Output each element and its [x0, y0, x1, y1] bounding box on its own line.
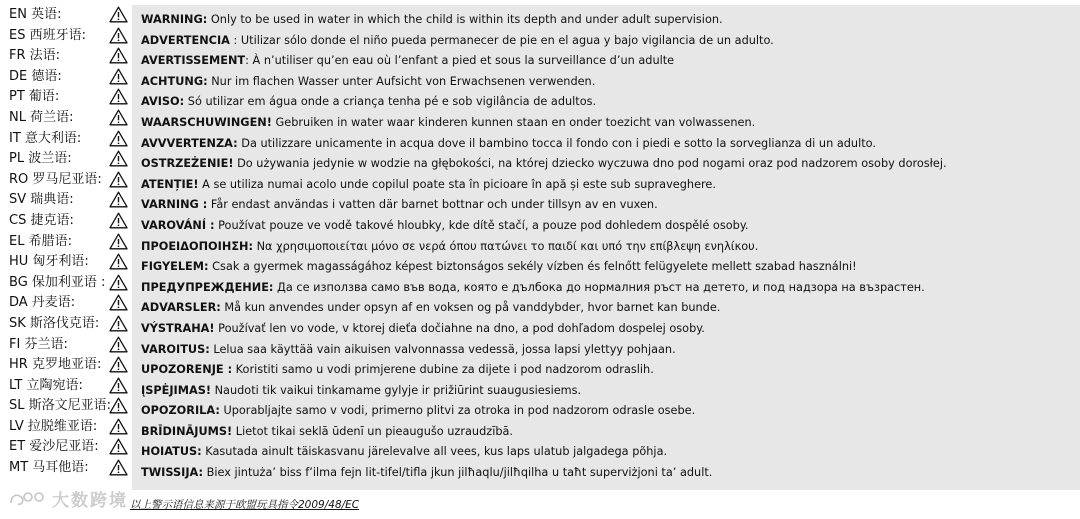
language-row [0, 335, 135, 356]
warning-triangle-icon [109, 459, 128, 476]
warning-row [141, 422, 1076, 443]
warning-row [141, 31, 1076, 52]
language-row [0, 46, 135, 67]
warning-text: Uporabljajte samo v vodi, primerno plitvi za otroka in pod nadzorom odrasle osebe. [219, 404, 696, 418]
warning-text: Naudoti tik vaikui tinkamame gylyje ir prižiūrint suaugusiesiems. [211, 383, 582, 397]
warning-triangle-icon [109, 68, 128, 85]
warning-heading: WAARSCHUWINGEN! [141, 115, 272, 129]
language-label: EN 英语: [9, 7, 62, 22]
warning-triangle-icon [109, 356, 128, 373]
language-label: SK 斯洛伐克语: [9, 315, 100, 331]
language-row [0, 396, 135, 417]
warning-text: Používať len vo vode, v ktorej dieťa dočiahne na dno, a pod dohľadom dospelej osoby. [214, 321, 705, 335]
warning-heading: TWISSIJA: [141, 466, 204, 480]
warning-text: A se utiliza numai acolo unde copilul poate sta în picioare în apă și este sub supraveghere. [198, 177, 716, 191]
language-label: FI 芬兰语: [9, 336, 68, 352]
warning-triangle-icon [109, 191, 128, 208]
language-label: LT 立陶宛语: [9, 377, 83, 393]
warning-heading: OPOZORILA: [141, 404, 220, 418]
warning-text: Да се използва само във вода, която е дълбока до нормалния ръст на детето, и под надзора на възрастен. [273, 280, 925, 294]
warning-triangle-icon [109, 233, 128, 250]
warning-heading: VÝSTRAHA! [141, 321, 215, 335]
warning-text: : Utilizar sólo donde el niño pueda permanecer de pie en el agua y bajo vigilancia de un adulto. [229, 33, 774, 47]
warning-text: Csak a gyermek magasságához képest biztonságos sekély vízben és felnőtt felügyelete mellett szabad használni! [208, 260, 857, 274]
warning-text: : À n’utiliser qu’en eau où l’enfant a pied et sous la surveillance d’un adulte [245, 54, 675, 68]
warning-triangle-icon [109, 171, 128, 188]
language-row [0, 26, 135, 47]
language-row [0, 67, 135, 88]
warning-triangle-icon [109, 150, 128, 167]
footer [0, 489, 420, 519]
warning-text: Gebruiken in water waar kinderen kunnen staan en onder toezicht van volwassenen. [271, 115, 756, 129]
language-label: HR 克罗地亚语: [9, 357, 102, 373]
warning-row [141, 51, 1076, 72]
warning-heading: ĮSPĖJIMAS! [141, 383, 212, 397]
warning-heading: OSTRZEŻENIE! [141, 157, 234, 171]
warning-row [141, 442, 1076, 463]
language-row [0, 87, 135, 108]
language-row [0, 129, 135, 150]
warning-triangle-icon [109, 212, 128, 229]
language-label-column [0, 5, 135, 479]
language-label: SV 瑞典语: [9, 192, 74, 208]
language-label: MT 马耳他语: [9, 460, 89, 476]
language-row [0, 252, 135, 273]
warning-triangle-icon [109, 315, 128, 332]
warning-text: Only to be used in water in which the child is within its depth and under adult supervision. [207, 13, 723, 26]
warning-text: Kasutada ainult täiskasvanu järelevalve all vees, kus laps ulatub jalgadega põhja. [201, 445, 668, 459]
warning-row [141, 134, 1076, 155]
language-row [0, 437, 135, 458]
warning-row [141, 175, 1076, 196]
language-row [0, 232, 135, 253]
language-row [0, 376, 135, 397]
warning-text: Da utilizzare unicamente in acqua dove il bambino tocca il fondo con i piedi e sotto la sorveglianza di un adulto. [237, 136, 876, 150]
language-label: ET 爱沙尼亚语: [9, 439, 99, 455]
warning-heading: VAROITUS: [141, 342, 210, 356]
warning-text: Lietot tikai seklā ūdenī un pieaugušo uzraudzībā. [232, 424, 514, 438]
warning-heading: ПРЕДУПРЕЖДЕНИЕ: [141, 280, 274, 294]
warning-heading: ΠΡΟΕΙΔΟΠΟΙΗΣΗ: [141, 239, 254, 253]
warning-triangle-icon [109, 6, 128, 23]
language-row [0, 211, 135, 232]
watermark-text: 大数跨境 [52, 491, 128, 511]
warning-text: Só utilizar em água onde a criança tenha pé e sob vigilância de adultos. [184, 95, 597, 109]
warning-heading: AVVVERTENZA: [141, 136, 238, 150]
language-label: RO 罗马尼亚语: [9, 171, 102, 187]
watermark-logo-icon [8, 489, 48, 509]
warning-heading: ADVARSLER: [141, 301, 221, 315]
language-row [0, 190, 135, 211]
warning-triangle-icon [109, 130, 128, 147]
warning-row [141, 92, 1076, 113]
warning-row [141, 113, 1076, 134]
language-label: NL 荷兰语: [9, 109, 74, 125]
warning-triangle-icon [109, 397, 128, 414]
warning-row [141, 72, 1076, 93]
warning-triangle-icon [109, 336, 128, 353]
warning-row [141, 298, 1076, 319]
language-row [0, 355, 135, 376]
language-label: EL 希腊语: [9, 233, 72, 249]
warning-triangle-icon [109, 109, 128, 126]
warning-row [141, 401, 1076, 422]
warning-triangle-icon [109, 27, 128, 44]
language-label: FR 法语: [9, 48, 61, 64]
language-label: HU 匈牙利语: [9, 254, 89, 270]
language-row [0, 314, 135, 335]
warning-heading: ATENȚIE! [141, 177, 199, 191]
warning-row [141, 340, 1076, 361]
warning-triangle-icon [109, 294, 128, 311]
language-row [0, 293, 135, 314]
warning-heading: ACHTUNG: [141, 74, 208, 88]
warning-row [141, 154, 1076, 175]
language-row [0, 149, 135, 170]
warning-triangle-icon [109, 438, 128, 455]
language-label: IT 意大利语: [9, 130, 82, 146]
warning-triangle-icon [109, 47, 128, 64]
warning-triangle-icon [109, 418, 128, 435]
warning-text: Να χρησιμοποιείται μόνο σε νερά όπου πατώνει το παιδί και υπό την επίβλεψη ενηλίκου. [253, 239, 759, 253]
warning-row [141, 278, 1076, 299]
warning-heading: UPOZORENJE : [141, 363, 233, 377]
language-label: PL 波兰语: [9, 151, 72, 167]
language-label: CS 捷克语: [9, 212, 74, 228]
language-label: ES 西班牙语: [9, 27, 86, 43]
warning-row [141, 257, 1076, 278]
language-row [0, 417, 135, 438]
language-label: DE 德语: [9, 68, 62, 84]
warning-text: Lelua saa käyttää vain aikuisen valvonnassa vedessä, jossa lapsi ylettyy pohjaan. [209, 342, 676, 356]
warning-triangle-icon [109, 88, 128, 105]
warning-text: Do używania jedynie w wodzie na głębokości, na której dziecko wyczuwa dno pod nogami oraz pod nadzorem osoby dorosłej. [233, 157, 947, 171]
warning-text: Nur im flachen Wasser unter Aufsicht von Erwachsenen verwenden. [207, 74, 596, 88]
language-label: LV 拉脱维亚语: [9, 418, 98, 434]
warning-text: Používat pouze ve vodě takové hloubky, kde dítě stačí, a pouze pod dohledem dospělé osoby. [214, 218, 749, 232]
warning-heading: BRĪDINĀJUMS! [141, 424, 233, 438]
warning-heading: AVISO: [141, 95, 185, 109]
language-row [0, 170, 135, 191]
warning-text: Må kun anvendes under opsyn af en voksen og på vanddybder, hvor barnet kan bunde. [220, 301, 721, 315]
warning-triangle-icon [109, 274, 128, 291]
warning-row [141, 319, 1076, 340]
language-row [0, 108, 135, 129]
language-label: SL 斯洛文尼亚语: [9, 398, 112, 414]
warning-row [141, 237, 1076, 258]
warning-heading: VAROVÁNÍ : [141, 218, 215, 232]
warning-text: Koristiti samo u vodi primjerene dubine za dijete i pod nadzorom odraslih. [232, 363, 654, 377]
warning-heading: FIGYELEM: [141, 260, 209, 274]
warning-text: Biex jintuża’ biss f’ilma fejn lit-tifel/tifla jkun jilħaqlu/jilħqilha u taħt superviżjoni ta’ adult. [203, 466, 713, 480]
language-label: PT 葡语: [9, 89, 60, 105]
warning-row [141, 195, 1076, 216]
source-footnote: 以上警示语信息来源于欧盟玩具指令2009/48/EC [130, 499, 360, 511]
warning-row [141, 463, 1076, 484]
warning-text-column [141, 10, 1076, 484]
warning-row [141, 216, 1076, 237]
warning-heading: WARNING: [141, 13, 208, 26]
warning-row [141, 360, 1076, 381]
language-label: DA 丹麦语: [9, 295, 76, 311]
warning-row [141, 381, 1076, 402]
warning-heading: VARNING : [141, 198, 208, 212]
warning-heading: ADVERTENCIA [141, 33, 230, 47]
warning-row [141, 10, 1076, 31]
warning-text: Får endast användas i vatten där barnet bottnar och under tillsyn av en vuxen. [207, 198, 658, 212]
language-row [0, 458, 135, 479]
warning-triangle-icon [109, 253, 128, 270]
warning-heading: AVERTISSEMENT [141, 54, 246, 68]
warning-triangle-icon [109, 377, 128, 394]
language-row [0, 273, 135, 294]
warning-heading: HOIATUS: [141, 445, 202, 459]
language-row [0, 5, 135, 26]
language-label: BG 保加利亚语 : [9, 274, 106, 290]
